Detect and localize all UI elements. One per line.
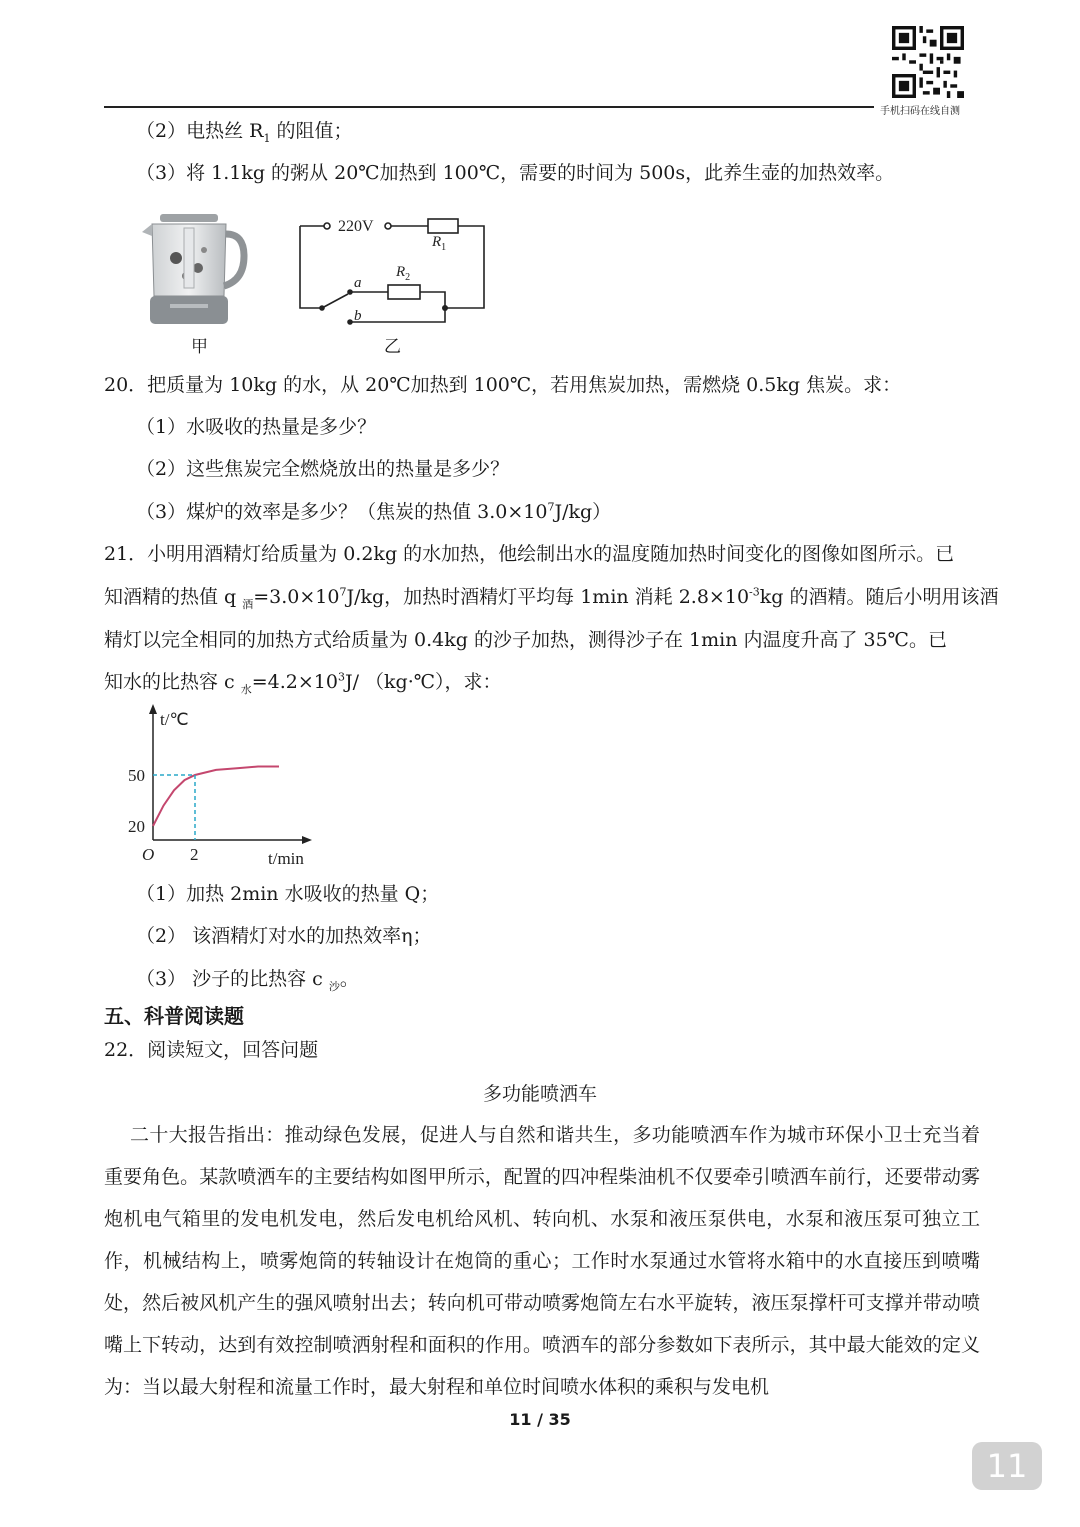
- x-tick-label: 2: [190, 845, 199, 864]
- circuit-a-label: a: [354, 275, 362, 291]
- y-axis-label: t/℃: [160, 710, 189, 729]
- q21-sub2: （2） 该酒精灯对水的加热效率η；: [136, 925, 432, 947]
- x-axis-label: t/min: [268, 849, 304, 868]
- figure-label-yi: 乙: [384, 337, 401, 357]
- q22-stem: 22．阅读短文，回答问题: [104, 1039, 319, 1061]
- figure-label-jia: 甲: [191, 337, 208, 357]
- qr-code-icon: [892, 26, 964, 98]
- circuit-diagram: [290, 208, 500, 333]
- q21-line2: 知酒精的热值 q $_酒=3.0\times 10^7J/kg$，加热时酒精灯平均每 1min 消耗 $2.8\times 10^{-3}kg$ 的酒精。随后小明用该酒: [104, 585, 999, 611]
- origin-label: O: [142, 845, 155, 864]
- header-rule: [104, 106, 874, 108]
- q21-line3: 精灯以完全相同的加热方式给质量为 0.4kg 的沙子加热，测得沙子在 1min 内温度升高了 35℃。已: [104, 629, 947, 651]
- temperature-time-chart: [120, 700, 340, 875]
- temperature-curve: [153, 767, 279, 827]
- y-axis-arrow: [149, 704, 157, 714]
- section-title: 五、科普阅读题: [104, 1004, 244, 1028]
- q20-sub1: （1）水吸收的热量是多少？: [136, 416, 377, 438]
- page-number: 11 / 35: [509, 1410, 571, 1429]
- page-badge[interactable]: 11: [972, 1442, 1042, 1490]
- q20-sub2: （2）这些焦炭完全燃烧放出的热量是多少？: [136, 458, 510, 480]
- y-tick-label: 50: [128, 766, 145, 785]
- circuit-r1-label: $R_1$: [432, 234, 447, 253]
- kettle-image: [140, 210, 255, 330]
- article-paragraph: 二十大报告指出：推动绿色发展，促进人与自然和谐共生，多功能喷洒车作为城市环保小卫士充当着重要角色。某款喷洒车的主要结构如图甲所示，配置的四冲程柴油机不仅要牵引喷洒车前行，还要带动雾炮机电气箱里的发电机发电，然后发电机给风机、转向机、水泵和液压泵供电，水泵和液压泵可独立工作，机械结构上，喷雾炮筒的转轴设计在炮筒的重心；工作时水泵通过水管将水箱中的水直接压到喷嘴处，然后被风机产生的强风喷射出去；转向机可带动喷雾炮筒左右水平旋转，液压泵撑杆可支撑并带动喷嘴上下转动，达到有效控制喷洒射程和面积的作用。喷洒车的部分参数如下表所示，其中最大能效的定义为：当以最大射程和流量工作时，最大射程和单位时间喷水体积的乘积与发电机: [104, 1124, 980, 1398]
- qr-caption: 手机扫码在线自测: [880, 106, 960, 117]
- q21-line4: 知水的比热容 c $_水=4.2\times 10^3J/$ （kg·℃），求：: [104, 670, 502, 696]
- circuit-voltage-label: 220V: [338, 218, 374, 235]
- q21-sub3: （3） 沙子的比热容 c $_沙$。: [136, 968, 359, 993]
- q20-stem: 20．把质量为 10kg 的水，从 20℃加热到 100℃，若用焦炭加热，需燃烧 0.5kg 焦炭。求：: [104, 374, 902, 396]
- q19-sub3: （3）将 1.1kg 的粥从 20℃加热到 100℃，需要的时间为 500s，此养生壶的加热效率。: [136, 162, 895, 184]
- q20-sub3: （3）煤炉的效率是多少？（焦炭的热值 $3.0\times 10^7J/kg$）: [136, 500, 612, 523]
- circuit-r2-label: $R_2$: [396, 264, 411, 283]
- q21-sub1: （1）加热 2min 水吸收的热量 Q；: [136, 883, 440, 905]
- y-tick-label: 20: [128, 817, 145, 836]
- x-axis-arrow: [302, 836, 312, 844]
- circuit-b-label: b: [354, 308, 362, 324]
- q19-sub2: （2）电热丝 $R_1$ 的阻值；: [136, 120, 353, 145]
- q21-line1: 21．小明用酒精灯给质量为 0.2kg 的水加热，他绘制出水的温度随加热时间变化的图像如图所示。已: [104, 543, 955, 565]
- article-title: 多功能喷洒车: [482, 1083, 597, 1105]
